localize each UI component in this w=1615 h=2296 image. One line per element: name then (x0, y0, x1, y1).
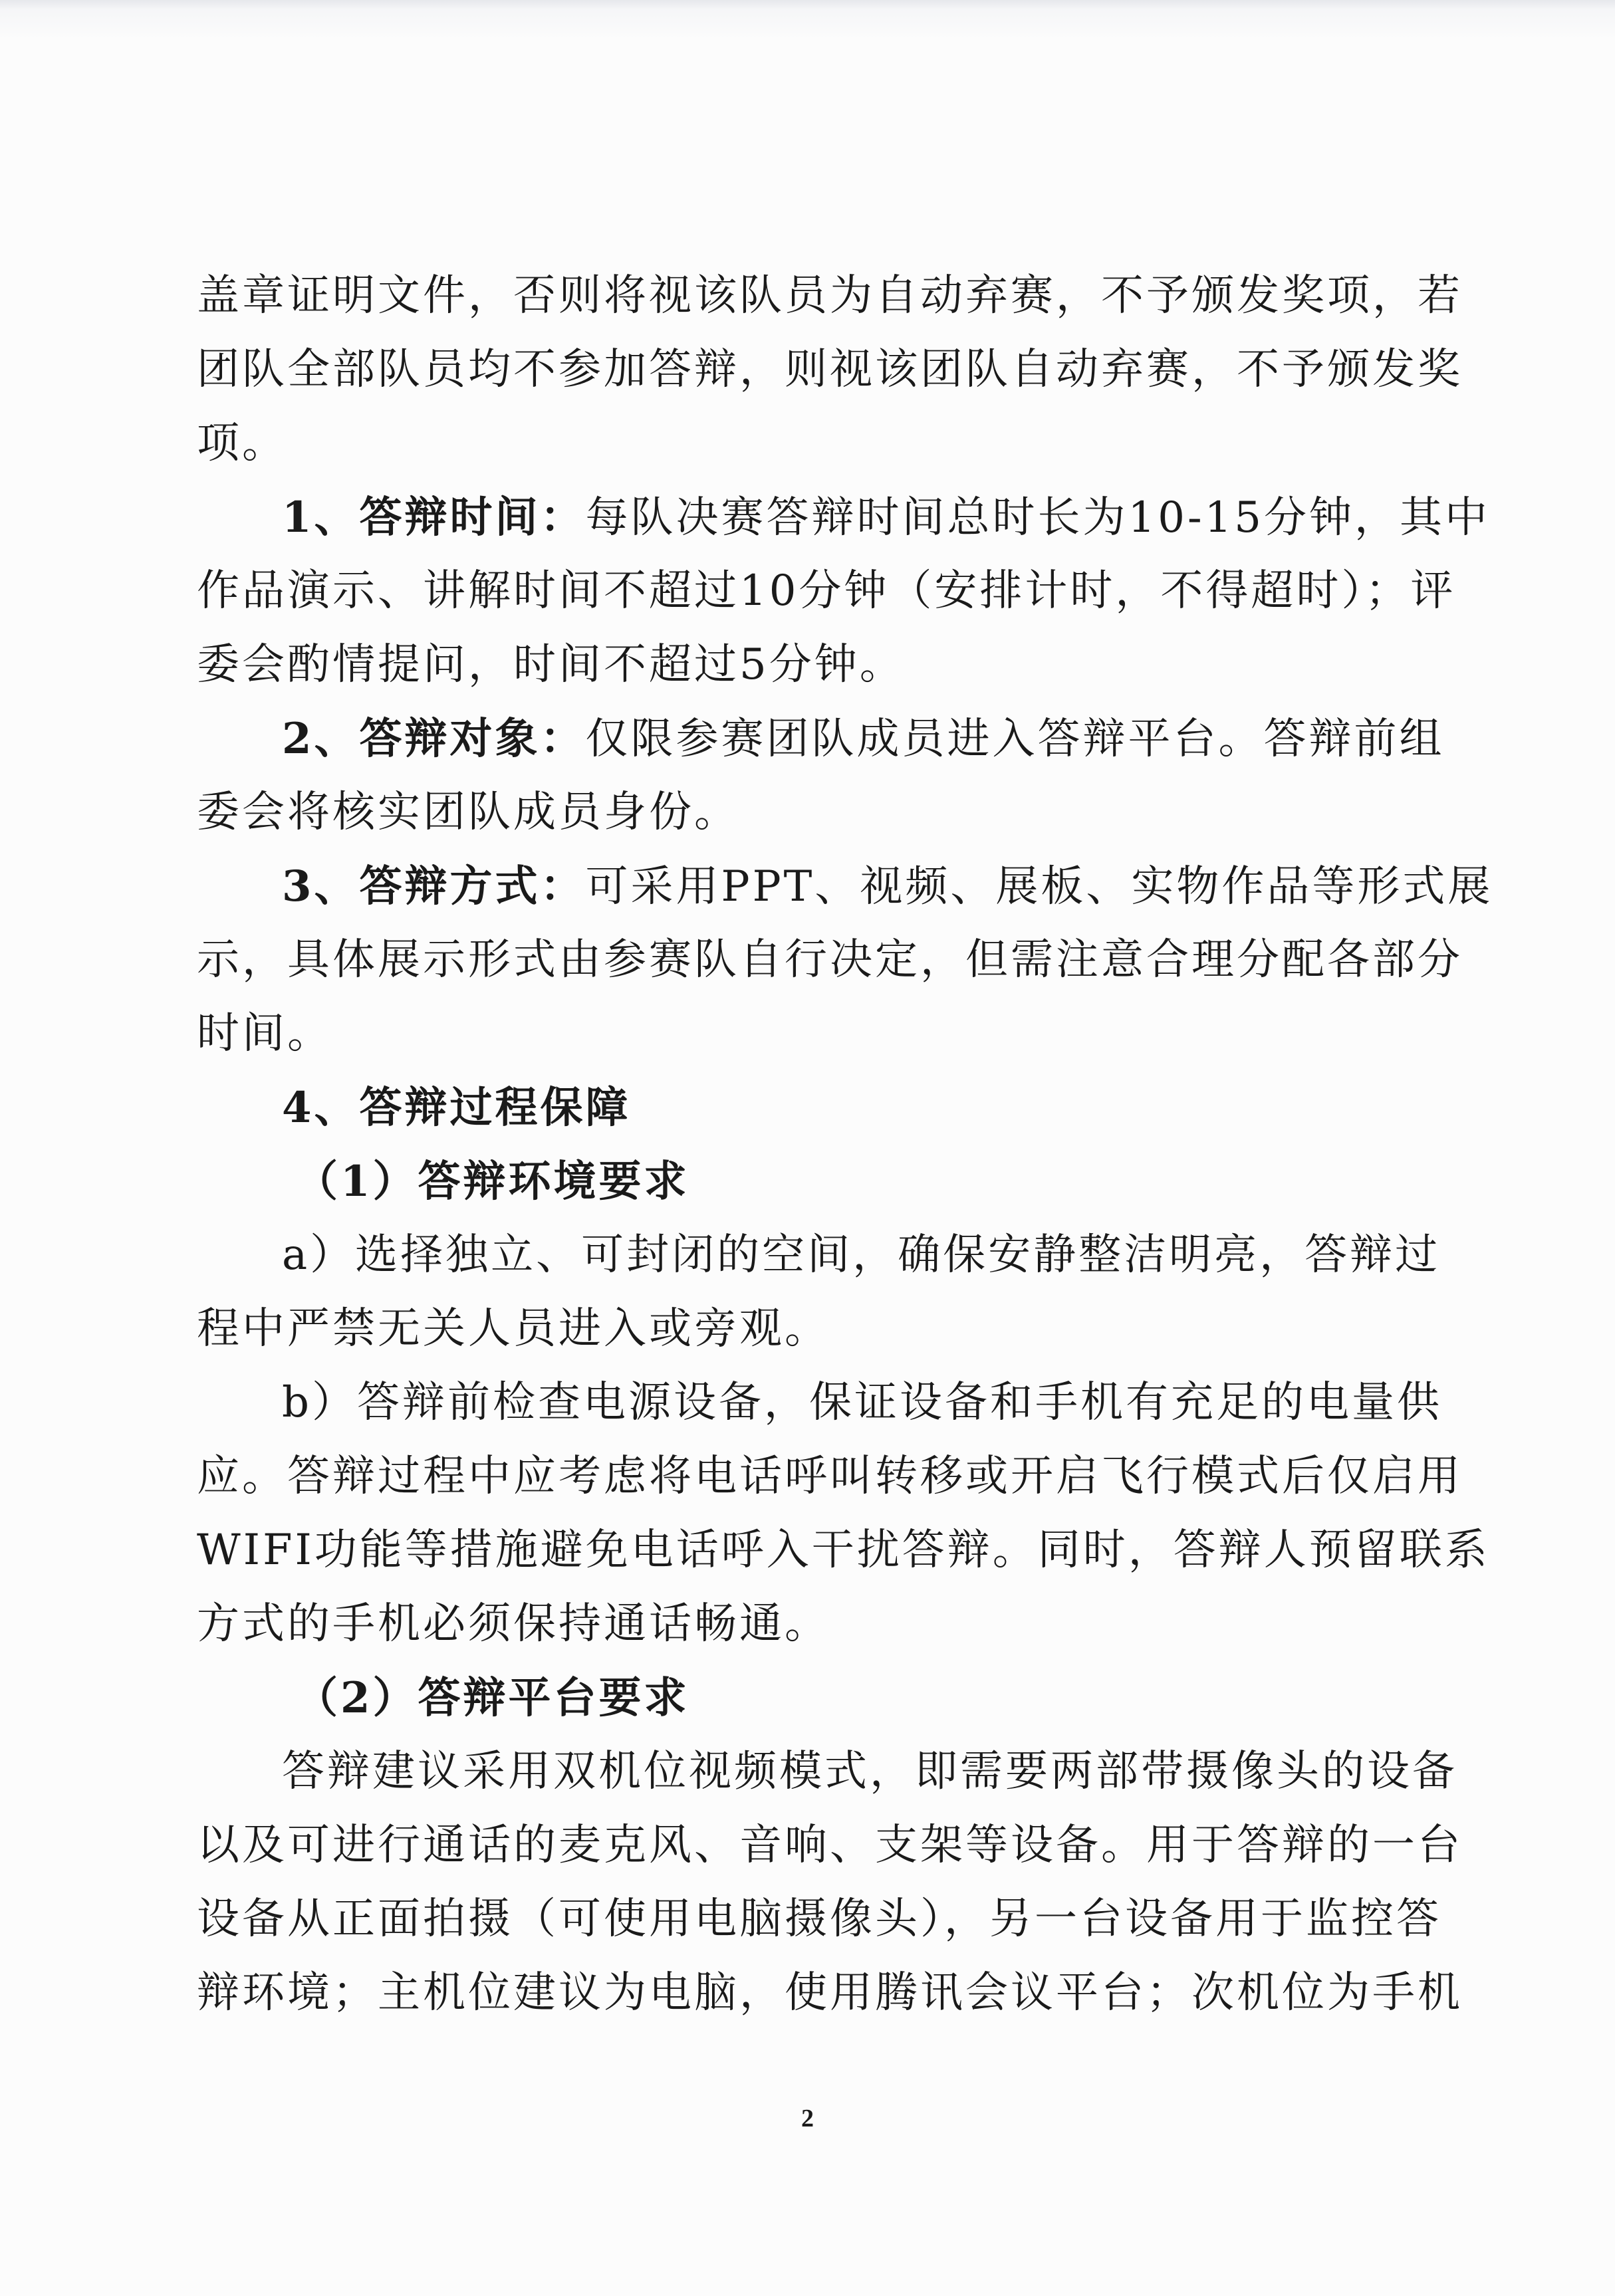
item-4-heading: 4、答辩过程保障 (282, 1083, 631, 1133)
item-1-label: 1、答辩时间： (282, 493, 586, 542)
subsection-2-heading: （2）答辩平台要求 (295, 1673, 689, 1723)
document-body (197, 259, 1493, 2030)
paragraph-line: 答辩建议采用双机位视频模式，即需要两部带摄像头的设备 (282, 1747, 1457, 1796)
paragraph-line: 作品演示、讲解时间不超过10分钟（安排计时，不得超时）；评 (197, 566, 1456, 616)
item-2-label: 2、答辩对象： (282, 714, 586, 764)
item-3-line (197, 850, 1493, 923)
subsection-1-heading: （1）答辩环境要求 (295, 1157, 689, 1206)
item-3-text: 可采用PPT、视频、展板、实物作品等形式展 (585, 862, 1493, 911)
paragraph-line: WIFI功能等措施避免电话呼入干扰答辩。同时，答辩人预留联系 (197, 1526, 1490, 1575)
paragraph-line: b）答辩前检查电源设备，保证设备和手机有充足的电量供 (282, 1378, 1442, 1427)
paragraph-line: 以及可进行通话的麦克风、音响、支架等设备。用于答辩的一台 (197, 1821, 1463, 1870)
item-1-text: 每队决赛答辩时间总时长为10-15分钟，其中 (585, 493, 1491, 542)
paragraph-line: 设备从正面拍摄（可使用电脑摄像头），另一台设备用于监控答 (197, 1894, 1441, 1944)
item-2-text: 仅限参赛团队成员进入答辩平台。答辩前组 (585, 715, 1445, 764)
item-1-line (197, 481, 1491, 554)
paragraph-line: 示，具体展示形式由参赛队自行决定，但需注意合理分配各部分 (197, 935, 1463, 984)
paragraph-line: 时间。 (197, 1009, 332, 1058)
paragraph-line: 团队全部队员均不参加答辩，则视该团队自动弃赛，不予颁发奖 (197, 345, 1463, 394)
paragraph-line: 项。 (197, 419, 287, 468)
paragraph-line: a）选择独立、可封闭的空间，确保安静整洁明亮，答辩过 (282, 1230, 1441, 1280)
item-3-label: 3、答辩方式： (282, 861, 586, 911)
paragraph-line: 委会将核实团队成员身份。 (197, 788, 739, 837)
item-2-line (197, 702, 1445, 776)
paragraph-line: 委会酌情提问，时间不超过5分钟。 (197, 640, 905, 689)
paragraph-line: 辩环境；主机位建议为电脑，使用腾讯会议平台；次机位为手机 (197, 1968, 1463, 2017)
page-number: 2 (801, 2105, 814, 2132)
paragraph-line: 方式的手机必须保持通话畅通。 (197, 1599, 830, 1649)
paragraph-line: 应。答辩过程中应考虑将电话呼叫转移或开启飞行模式后仅启用 (197, 1452, 1463, 1501)
paragraph-line: 盖章证明文件，否则将视该队员为自动弃赛，不予颁发奖项，若 (197, 271, 1463, 320)
paragraph-line: 程中严禁无关人员进入或旁观。 (197, 1304, 830, 1353)
scan-top-edge (0, 0, 1615, 9)
